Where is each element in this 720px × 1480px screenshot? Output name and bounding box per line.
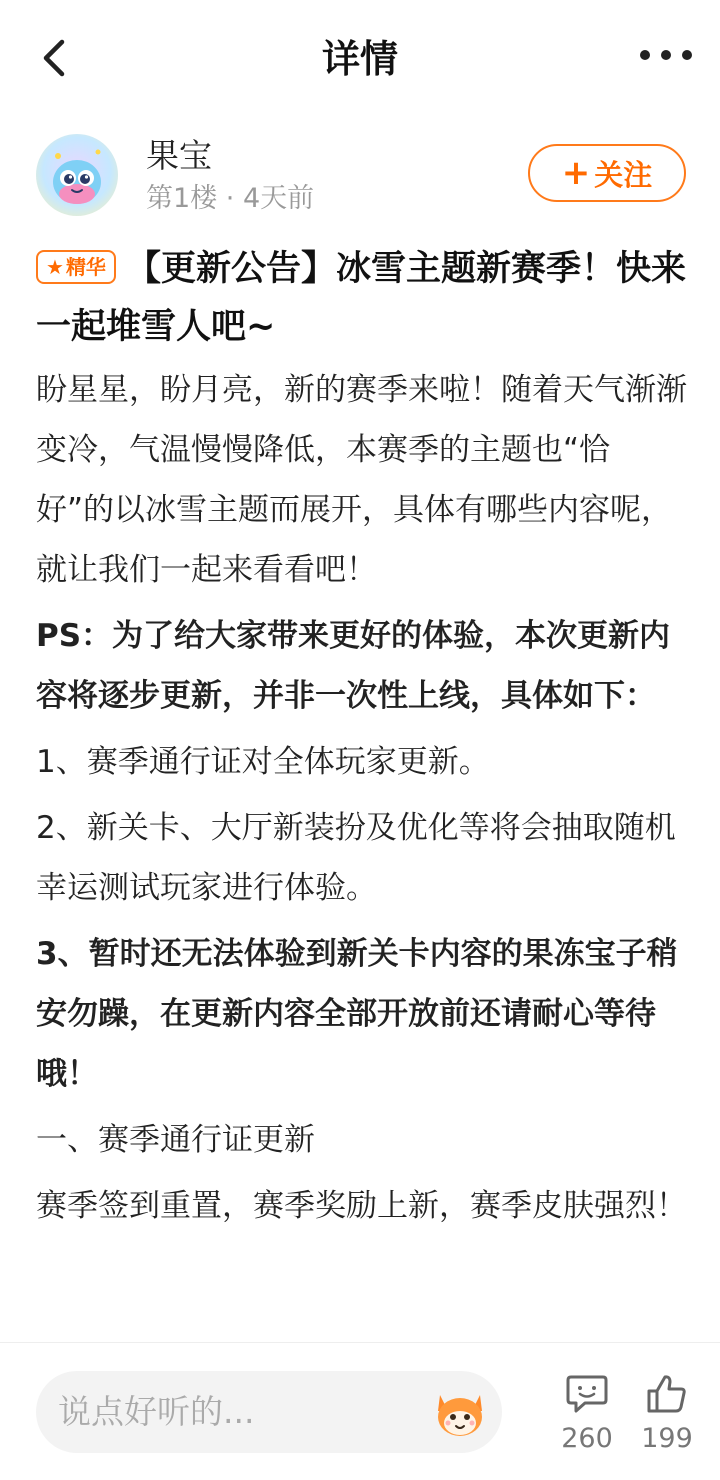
featured-badge-label: 精华 bbox=[65, 255, 106, 279]
post-meta bbox=[146, 182, 314, 216]
author-name[interactable]: 果宝 bbox=[146, 136, 212, 175]
post-title-row bbox=[36, 240, 688, 356]
comment-icon bbox=[565, 1373, 609, 1415]
top-bar bbox=[0, 0, 720, 118]
post-paragraph: 3、暂时还无法体验到新关卡内容的果冻宝子稍安勿躁，在更新内容全部开放前还请耐心等待哦！ bbox=[36, 936, 678, 1092]
meta-separator: · bbox=[225, 183, 235, 214]
post-time: 4天前 bbox=[242, 183, 315, 214]
avatar[interactable] bbox=[36, 134, 118, 216]
mascot-avatar-icon bbox=[36, 134, 118, 216]
thumbs-up-icon bbox=[645, 1373, 689, 1415]
post-paragraph: 赛季签到重置，赛季奖励上新，赛季皮肤强烈！ bbox=[36, 1188, 687, 1224]
like-count: 199 bbox=[641, 1423, 693, 1454]
plus-icon: + bbox=[561, 153, 591, 193]
post-body bbox=[36, 360, 688, 1236]
star-icon: ★ bbox=[46, 255, 64, 279]
post-content bbox=[36, 240, 688, 1340]
follow-label: 关注 bbox=[594, 157, 653, 192]
post-paragraph: PS：为了给大家带来更好的体验，本次更新内容将逐步更新，并非一次性上线，具体如下： bbox=[36, 618, 671, 714]
author-row bbox=[36, 134, 686, 220]
comment-placeholder: 说点好听的... bbox=[58, 1392, 255, 1431]
featured-badge bbox=[36, 250, 116, 284]
page-title: 详情 bbox=[321, 37, 398, 81]
follow-button[interactable] bbox=[528, 144, 686, 202]
bottom-bar bbox=[0, 1342, 720, 1480]
post-paragraph: 一、赛季通行证更新 bbox=[36, 1122, 315, 1158]
post-paragraph: 1、赛季通行证对全体玩家更新。 bbox=[36, 744, 490, 780]
comment-input[interactable] bbox=[36, 1371, 502, 1453]
post-paragraph: 2、新关卡、大厅新装扮及优化等将会抽取随机幸运测试玩家进行体验。 bbox=[36, 810, 676, 906]
post-title: 【更新公告】冰雪主题新赛季！快来一起堆雪人吧~ bbox=[36, 249, 686, 347]
fox-mascot-icon[interactable] bbox=[430, 1381, 490, 1441]
more-dots-icon bbox=[640, 50, 650, 60]
floor-label: 第1楼 bbox=[146, 183, 218, 214]
comment-button[interactable] bbox=[554, 1373, 620, 1455]
more-button[interactable] bbox=[640, 40, 692, 70]
post-paragraph: 盼星星，盼月亮，新的赛季来啦！随着天气渐渐变冷，气温慢慢降低，本赛季的主题也“恰好”的以冰雪主题而展开，具体有哪些内容呢，就让我们一起来看看吧！ bbox=[36, 372, 687, 588]
like-button[interactable] bbox=[634, 1373, 700, 1455]
more-dot bbox=[661, 50, 671, 60]
comment-count: 260 bbox=[561, 1423, 613, 1454]
more-dot bbox=[682, 50, 692, 60]
